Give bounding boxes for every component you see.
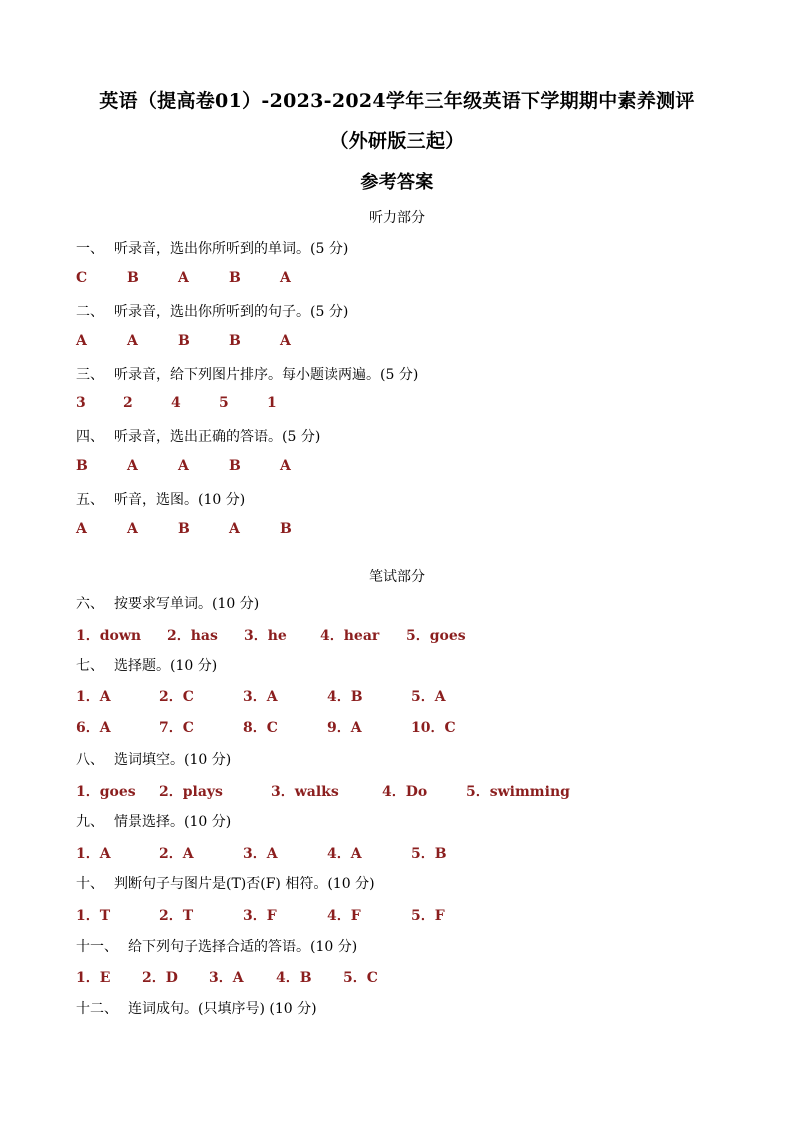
answer-item: 3．he — [244, 628, 287, 644]
answer-item: 4 — [171, 395, 181, 411]
answer-item: 2．A — [159, 846, 194, 862]
answer-item: 4．B — [327, 689, 363, 705]
question-number: 十一、 — [76, 939, 118, 955]
answer-item: 5．swimming — [466, 784, 570, 800]
answer-item: 3 — [76, 395, 86, 411]
answer-item: 5．B — [411, 846, 447, 862]
answer-item: A — [127, 458, 138, 474]
question-text: 按要求写单词。(10 分) — [114, 596, 260, 612]
answer-item: C — [76, 270, 88, 286]
answer-item: 3．A — [209, 970, 244, 986]
question-number: 八、 — [76, 752, 104, 768]
answer-item: B — [280, 521, 292, 537]
question-heading — [76, 811, 231, 831]
answer-item: 4．A — [327, 846, 362, 862]
document-title: 英语（提高卷01）-2023-2024学年三年级英语下学期期中素养测评 — [99, 90, 695, 112]
answer-item: 5．F — [411, 908, 445, 924]
question-number: 六、 — [76, 596, 104, 612]
answer-item: 7．C — [159, 720, 194, 736]
question-number: 十二、 — [76, 1001, 118, 1017]
answer-item: 3．A — [243, 846, 278, 862]
answer-item: 1．A — [76, 846, 111, 862]
answer-item: 2．has — [167, 628, 218, 644]
question-heading — [76, 238, 348, 258]
answer-item: 2．C — [159, 689, 194, 705]
question-text: 听录音，给下列图片排序。每小题读两遍。(5 分) — [114, 367, 419, 383]
answer-item: 4．Do — [382, 784, 428, 800]
question-number: 五、 — [76, 492, 104, 508]
answer-item: 1．goes — [76, 784, 136, 800]
question-heading — [76, 301, 348, 321]
answer-item: B — [229, 458, 241, 474]
answer-item: A — [76, 333, 87, 349]
question-heading — [76, 998, 317, 1018]
answer-item: B — [229, 333, 241, 349]
answer-item: 1．T — [76, 908, 111, 924]
answer-item: 10．C — [411, 720, 456, 736]
answer-item: 3．F — [243, 908, 277, 924]
answer-item: 2 — [123, 395, 133, 411]
answer-item: A — [280, 270, 291, 286]
written-section-heading: 笔试部分 — [369, 569, 425, 585]
question-heading — [76, 426, 320, 446]
answer-item: 2．plays — [159, 784, 223, 800]
answer-item: 3．walks — [271, 784, 339, 800]
answer-item: B — [178, 333, 190, 349]
question-heading — [76, 749, 231, 769]
question-number: 四、 — [76, 429, 104, 445]
question-heading — [76, 593, 259, 613]
question-heading — [76, 655, 217, 675]
question-number: 二、 — [76, 304, 104, 320]
answer-item: 1 — [267, 395, 277, 411]
question-number: 三、 — [76, 367, 104, 383]
answer-item: 2．D — [142, 970, 178, 986]
answer-item: B — [76, 458, 88, 474]
answer-item: A — [280, 333, 291, 349]
question-text: 判断句子与图片是(T)否(F) 相符。(10 分) — [114, 876, 375, 892]
answer-item: B — [127, 270, 139, 286]
answer-item: 5．goes — [406, 628, 466, 644]
answer-item: A — [76, 521, 87, 537]
question-text: 听音，选图。(10 分) — [114, 492, 246, 508]
listening-section-heading: 听力部分 — [369, 210, 425, 226]
answer-item: 5．C — [343, 970, 378, 986]
question-text: 听录音，选出正确的答语。(5 分) — [114, 429, 321, 445]
answer-item: 8．C — [243, 720, 278, 736]
question-text: 选择题。(10 分) — [114, 658, 218, 674]
answer-item: 2．T — [159, 908, 194, 924]
document-subtitle: （外研版三起） — [329, 130, 465, 152]
answer-item: A — [127, 333, 138, 349]
question-heading — [76, 936, 357, 956]
question-number: 十、 — [76, 876, 104, 892]
answer-item: A — [178, 270, 189, 286]
question-number: 九、 — [76, 814, 104, 830]
question-number: 一、 — [76, 241, 104, 257]
answer-item: A — [280, 458, 291, 474]
answer-item: 3．A — [243, 689, 278, 705]
answer-item: A — [178, 458, 189, 474]
question-heading — [76, 873, 375, 893]
question-number: 七、 — [76, 658, 104, 674]
answer-item: A — [229, 521, 240, 537]
answer-item: 1．down — [76, 628, 142, 644]
question-text: 听录音，选出你所听到的句子。(5 分) — [114, 304, 349, 320]
answer-item: 4．B — [276, 970, 312, 986]
answer-item: B — [178, 521, 190, 537]
question-heading — [76, 364, 418, 384]
answer-item: A — [127, 521, 138, 537]
answer-key-heading: 参考答案 — [360, 172, 434, 193]
answer-item: 4．F — [327, 908, 361, 924]
answer-item: 5．A — [411, 689, 446, 705]
answer-item: 1．E — [76, 970, 111, 986]
answer-item: 6．A — [76, 720, 111, 736]
question-heading — [76, 489, 245, 509]
question-text: 给下列句子选择合适的答语。(10 分) — [128, 939, 358, 955]
question-text: 情景选择。(10 分) — [114, 814, 232, 830]
answer-item: 5 — [219, 395, 229, 411]
answer-item: B — [229, 270, 241, 286]
answer-item: 1．A — [76, 689, 111, 705]
question-text: 连词成句。(只填序号) (10 分) — [128, 1001, 317, 1017]
answer-item: 4．hear — [320, 628, 380, 644]
answer-item: 9．A — [327, 720, 362, 736]
question-text: 听录音，选出你所听到的单词。(5 分) — [114, 241, 349, 257]
question-text: 选词填空。(10 分) — [114, 752, 232, 768]
